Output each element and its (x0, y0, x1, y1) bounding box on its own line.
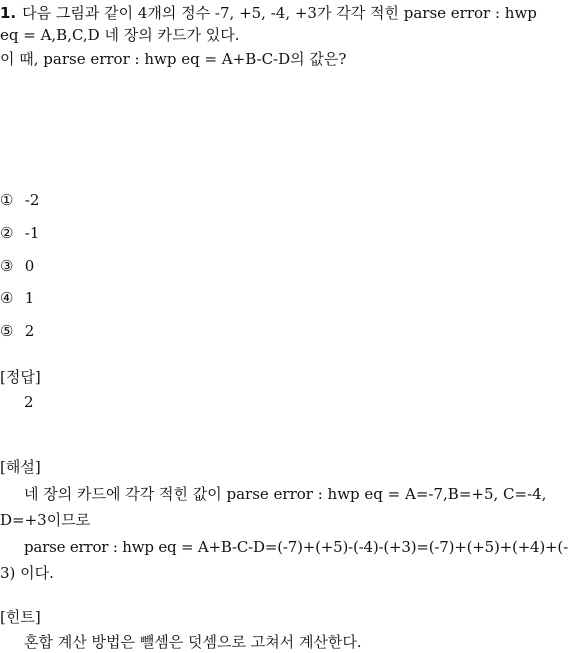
explanation-line-4: 3) 이다. (0, 564, 54, 582)
question-number: 1. (0, 4, 17, 22)
question-line-1 (0, 2, 537, 24)
explanation-label: [해설] (0, 458, 41, 476)
choice-4-text: 1 (24, 289, 35, 307)
explanation-line-1: 네 장의 카드에 각각 적힌 값이 parse error : hwp eq = A=-7,B=+5, C=-4, (24, 485, 547, 503)
choice-3 (0, 255, 34, 277)
answer-label: [정답] (0, 368, 41, 386)
choice-1 (0, 189, 39, 211)
choice-1-text: -2 (24, 191, 40, 209)
hint-label: [힌트] (0, 608, 41, 626)
hint-text: 혼합 계산 방법은 뺄셈은 덧셈으로 고쳐서 계산한다. (24, 633, 362, 651)
choice-4 (0, 287, 34, 309)
choice-2 (0, 222, 39, 244)
choice-1-mark: ① (0, 191, 14, 209)
choice-2-text: -1 (24, 224, 40, 242)
question-text-1: 다음 그림과 같이 4개의 정수 -7, +5, -4, +3가 각각 적힌 parse error : hwp (22, 4, 537, 22)
explanation-line-2: D=+3이므로 (0, 511, 91, 529)
choice-3-mark: ③ (0, 257, 14, 275)
explanation-line-3: parse error : hwp eq = A+B-C-D=(-7)+(+5)-(-4)-(+3)=(-7)+(+5)+(+4)+(- (24, 538, 568, 556)
answer-value: 2 (24, 393, 34, 411)
choice-5 (0, 320, 34, 342)
choice-3-text: 0 (24, 257, 35, 275)
choice-5-text: 2 (24, 322, 35, 340)
question-line-3: 이 때, parse error : hwp eq = A+B-C-D의 값은? (0, 50, 347, 68)
choice-2-mark: ② (0, 224, 14, 242)
question-line-2: eq = A,B,C,D 네 장의 카드가 있다. (0, 26, 240, 44)
choice-5-mark: ⑤ (0, 322, 14, 340)
choice-4-mark: ④ (0, 289, 14, 307)
